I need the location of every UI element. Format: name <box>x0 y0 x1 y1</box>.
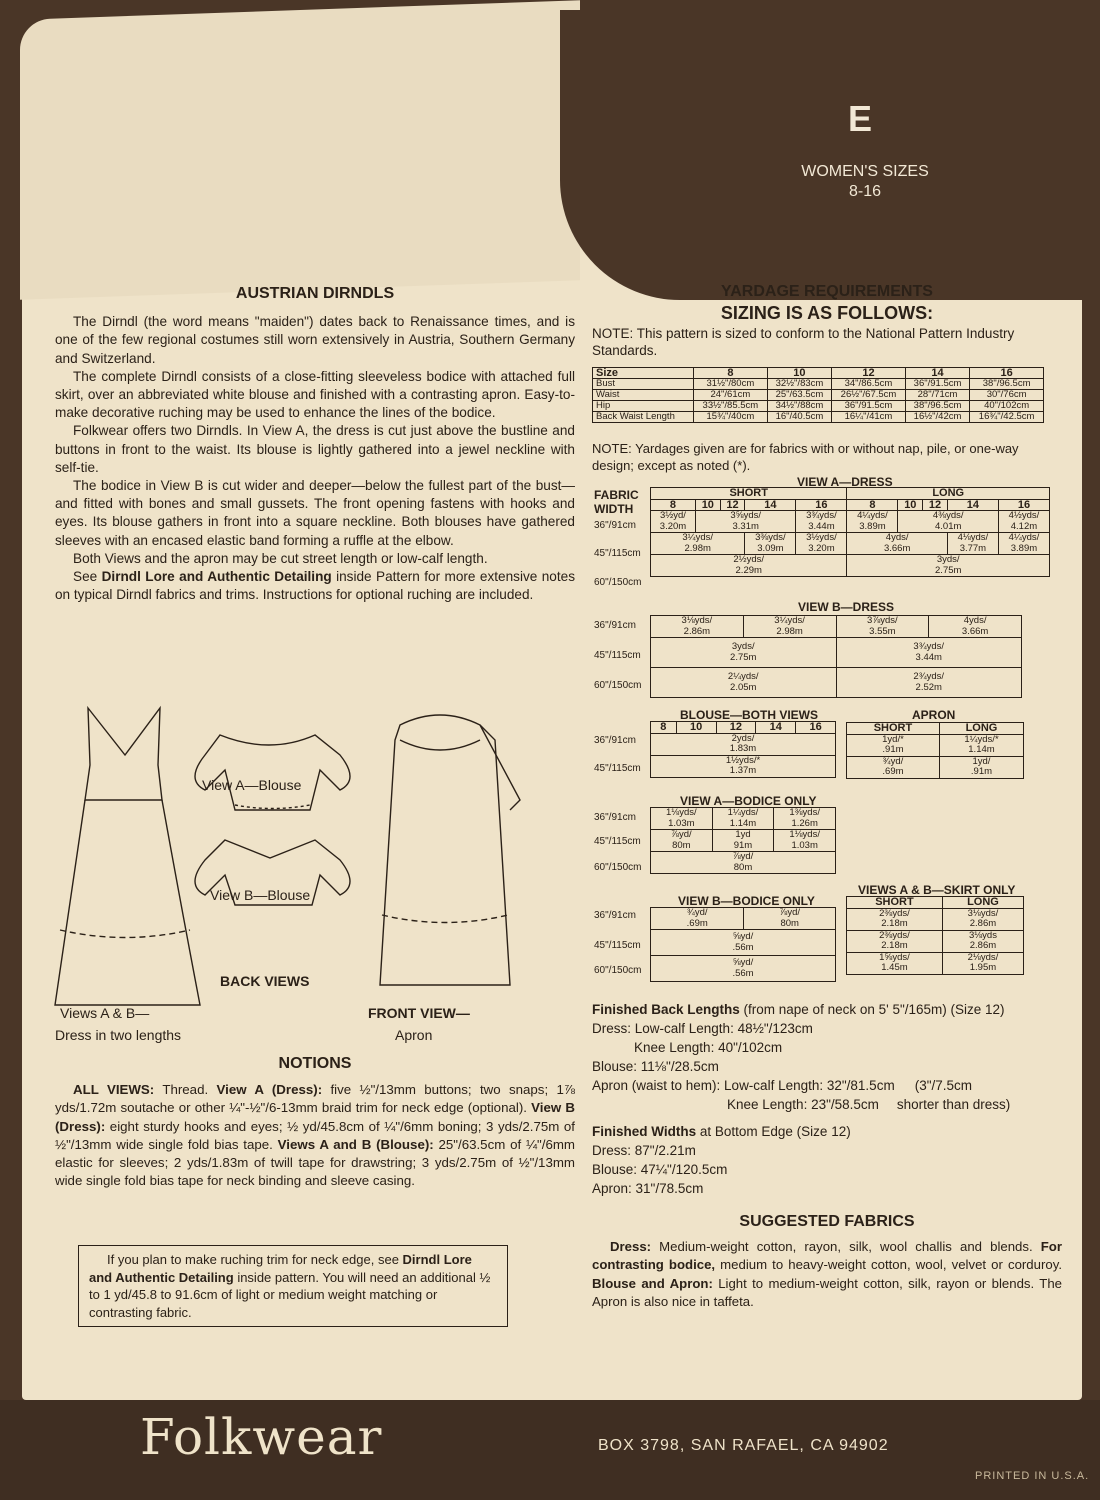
table-row: 2⅜yds/ 2.18m 3⅛yds 2.86m <box>847 930 1024 952</box>
suggested-fabrics-title: SUGGESTED FABRICS <box>739 1213 915 1230</box>
width-60: 60"/150cm <box>594 680 642 691</box>
ruching-note: If you plan to make ruching trim for neck edge, see Dirndl Lore and Authentic Detailing inside pattern. You will need an additional ½ to 1 yd/45.8 to 91.6cm of light or medium weight matching or contrasting fabric. <box>89 1252 491 1320</box>
intro-title: AUSTRIAN DIRNDLS <box>235 285 395 302</box>
dress-sketch-icon <box>40 700 580 1040</box>
view-a-bodice-title: VIEW A—BODICE ONLY <box>680 794 817 808</box>
table-row: Waist 24"/61cm 25"/63.5cm 26½"/67.5cm 28"/71cm 30"/76cm <box>593 390 1044 401</box>
width-45: 45"/115cm <box>594 650 641 661</box>
table-row: ⅝yd/ .56m <box>651 930 836 956</box>
width-45: 45"/115cm <box>594 548 641 559</box>
table-row: 3¼yds/ 2.98m 3⅜yds/ 3.09m 3½yds/ 3.20m 4yds/ 3.66m 4⅛yds/ 3.77m 4¼yds/ 3.89m <box>651 533 1050 555</box>
notions-title: NOTIONS <box>278 1055 352 1072</box>
intro-paragraph: Both Views and the apron may be cut street length or low-calf length. <box>73 550 488 566</box>
width-36: 36"/91cm <box>594 735 636 746</box>
brand-logo: Folkwear <box>140 1408 383 1466</box>
envelope-flap <box>20 0 580 300</box>
front-view-label: FRONT VIEW— <box>368 1005 470 1021</box>
garment-sketches <box>40 700 580 1040</box>
intro-paragraph: The bodice in View B is cut wider and deeper—below the fullest part of the bust—and fitted with bones and small gussets. The front opening fastens with hooks and eyes. Its blouse gathers in front into a square neckline. Both blouses have gathered sleeves with an encased elastic band forming a ruffle at the elbow. <box>55 478 575 548</box>
company-address: BOX 3798, SAN RAFAEL, CA 94902 <box>598 1437 889 1454</box>
size-range-label: WOMEN'S SIZES 8-16 <box>801 163 929 200</box>
width-45: 45"/115cm <box>594 763 641 774</box>
table-row: ⅞yd/ 80m <box>651 852 836 874</box>
table-row: Bust 31½"/80cm 32½"/83cm 34"/86.5cm 36"/91.5cm 38"/96.5cm <box>593 379 1044 390</box>
blouse-table: 8 10 12 14 16 2yds/ 1.83m 1½yds/* 1.37m <box>650 721 836 778</box>
intro-section <box>55 285 575 604</box>
table-row: ⅞yd/ 80m 1yd 91m 1⅛yds/ 1.03m <box>651 830 836 852</box>
skirt-table: SHORT LONG 2⅜yds/ 2.18m 3⅛yds/ 2.86m 2⅜yds/ 2.18m 3⅛yds 2.86m 1⅝yds/ 1.45m 2⅛yds/ 1.95m <box>846 896 1024 975</box>
views-ab-label: Views A & B— <box>60 1005 150 1021</box>
yardage-header <box>592 283 1062 359</box>
table-row: Hip 33½"/85.5cm 34½"/88cm 36"/91.5cm 38"/96.5cm 40"/102cm <box>593 401 1044 412</box>
intro-paragraph: The complete Dirndl consists of a close-fitting sleeveless bodice with attached full skirt, over an abbreviated white blouse and finished with a contrasting apron. Easy-to-make decorative ruching may be used to enhance the lines of the bodice. <box>55 368 575 421</box>
width-36: 36"/91cm <box>594 620 636 631</box>
view-b-dress-title: VIEW B—DRESS <box>798 600 895 614</box>
view-a-dress-table: SHORT LONG 8 10 12 14 16 8 10 12 14 16 3½yd/ 3.20m 3⅝yds/ 3.31m 3¾yds/ 3.44m 4¼yds/ 3.89m 4⅜yds/ 4.01m 4½yds/ 4.12m 3¼yds/ 2.98m 3⅜yds/ 3.09m 3½yds/ 3.20m 4yds/ 3.66m 4⅛yds/ 3.77m 4¼yds/ 3.89m 2½yds/ 2.29m 3yds/ 2.75m <box>650 487 1050 577</box>
table-row: 2yds/ 1.83m <box>651 733 836 755</box>
finished-measurements: Finished Back Lengths (from nape of neck on 5' 5"/165m) (Size 12) Dress: Low-calf Length: 48½"/123cm Knee Length: 40"/102cm Blouse: 11⅛"/28.5cm Apron (waist to hem): Low-calf Length: 32"/81.5cm (3"/7.5cm Knee Length: 23"/58.5cm shorter than dress) Finished Widths at Bottom Edge (Size 12) Dress: 87"/2.21m Blouse: 47¼"/120.5cm Apron: 31"/78.5cm <box>592 1002 1011 1196</box>
view-a-blouse-label: View A—Blouse <box>202 777 302 793</box>
table-row: 2½yds/ 2.29m 3yds/ 2.75m <box>651 555 1050 577</box>
table-row: ¾yd/ .69m 1yd/ .91m <box>847 756 1024 778</box>
yardage-title: YARDAGE REQUIREMENTS <box>721 283 933 300</box>
view-b-bodice-table <box>650 907 836 982</box>
table-row: 3yds/ 2.75m 3¾yds/ 3.44m <box>651 638 1022 668</box>
table-row: Back Waist Length 15¾"/40cm 16"/40.5cm 16¼"/41cm 16½"/42cm 16¾"/42.5cm <box>593 412 1044 423</box>
width-36: 36"/91cm <box>594 520 636 531</box>
intro-paragraph: See Dirndl Lore and Authentic Detailing inside Pattern for more extensive notes on typical Dirndl fabrics and trims. Instructions for optional ruching are included. <box>55 569 575 603</box>
table-row: 2¼yds/ 2.05m 2¾yds/ 2.52m <box>651 668 1022 698</box>
apron-title: APRON <box>912 708 956 722</box>
view-a-dress-title: VIEW A—DRESS <box>797 475 893 489</box>
table-row: 2⅜yds/ 2.18m 3⅛yds/ 2.86m <box>847 908 1024 930</box>
intro-paragraph: The Dirndl (the word means "maiden") dates back to Renaissance times, and is one of the few regional costumes still worn extensively in Austria, Southern Germany and Switzerland. <box>55 314 575 366</box>
width-60: 60"/150cm <box>594 577 642 588</box>
view-a-bodice-table <box>650 807 836 874</box>
yardage-note: NOTE: Yardages given are for fabrics with or without nap, pile, or one-way design; except as noted (*). <box>592 441 1019 473</box>
view-b-bodice-title: VIEW B—BODICE ONLY <box>678 894 815 908</box>
front-view-label-2: Apron <box>395 1027 433 1043</box>
table-row: ⅝yd/ .56m <box>651 956 836 982</box>
width-label: WIDTH <box>594 502 634 516</box>
table-row: 1⅝yds/ 1.45m 2⅛yds/ 1.95m <box>847 952 1024 974</box>
table-row: 3⅛yds/ 2.86m 3¼yds/ 2.98m 3⅞yds/ 3.55m 4yds/ 3.66m <box>651 616 1022 638</box>
view-b-dress-table <box>650 615 1022 698</box>
table-row: 3½yd/ 3.20m 3⅝yds/ 3.31m 3¾yds/ 3.44m 4¼yds/ 3.89m 4⅜yds/ 4.01m 4½yds/ 4.12m <box>651 511 1050 533</box>
view-b-blouse-label: View B—Blouse <box>210 887 311 903</box>
sizing-title: SIZING IS AS FOLLOWS: <box>720 303 934 323</box>
size-code: E <box>848 98 873 139</box>
blouse-title: BLOUSE—BOTH VIEWS <box>680 708 819 722</box>
fabric-label: FABRIC <box>594 488 639 502</box>
width-45: 45"/115cm <box>594 940 641 951</box>
width-36: 36"/91cm <box>594 910 636 921</box>
ruching-note-box <box>78 1245 508 1327</box>
table-row: ¾yd/ .69m ⅞yd/ 80m <box>651 908 836 930</box>
printed-in-label: PRINTED IN U.S.A. <box>975 1470 1090 1482</box>
width-60: 60"/150cm <box>594 862 642 873</box>
width-45: 45"/115cm <box>594 836 641 847</box>
intro-paragraph: Folkwear offers two Dirndls. In View A, the dress is cut just above the bustline and buttons in front to the waist. Its blouse is lightly gathered into a jewel neckline with self-tie. <box>55 423 575 475</box>
width-60: 60"/150cm <box>594 965 642 976</box>
width-36: 36"/91cm <box>594 812 636 823</box>
apron-table: SHORT LONG 1yd/* .91m 1¼yds/* 1.14m ¾yd/ .69m 1yd/ .91m <box>846 722 1024 779</box>
size-banner <box>560 10 1100 300</box>
table-row: 1½yds/* 1.37m <box>651 755 836 777</box>
views-ab-label-2: Dress in two lengths <box>55 1027 182 1043</box>
table-row: 1⅛yds/ 1.03m 1¼yds/ 1.14m 1⅜yds/ 1.26m <box>651 808 836 830</box>
notions-text: ALL VIEWS: Thread. View A (Dress): five ½"/13mm buttons; two snaps; 1⅞ yds/1.72m soutache or other ¼"-½"/6-13mm braid trim for neck edge (optional). View B (Dress): eight sturdy hooks and eyes; ½ yd/45.8cm of ¼"/6mm boning; 3 yds/2.75m of ½"/13mm wide single fold bias tape. Views A and B (Blouse): 25"/63.5cm of ¼"/6mm elastic for sleeves; 2 yds/1.83m of twill tape for drawstring; 3 yds/2.75m of ½"/13mm wide single fold bias tape for neck binding and sleeve casing. <box>55 1082 575 1189</box>
table-row: 1yd/* .91m 1¼yds/* 1.14m <box>847 734 1024 756</box>
sizing-note: NOTE: This pattern is sized to conform to the National Pattern Industry Standards. <box>592 326 1015 358</box>
back-views-label: BACK VIEWS <box>220 973 310 989</box>
notions-section <box>55 1055 575 1190</box>
suggested-fabrics: SUGGESTED FABRICS Dress: Medium-weight cotton, rayon, silk, wool challis and blends. For contrasting bodice, medium to heavy-weight cotton, wool, velvet or corduroy. Blouse and Apron: Light to medium-weight cotton, silk, rayon or blends. The Apron is also nice in taffeta. <box>592 1213 1063 1309</box>
size-table: Size 8 10 12 14 16 Bust 31½"/80cm 32½"/83cm 34"/86.5cm 36"/91.5cm 38"/96.5cm Waist 24"/61cm 25"/63.5cm 26½"/67.5cm 28"/71cm 30"/76cm Hip 33½"/85.5cm 34½"/88cm 36"/91.5cm 38"/96.5cm 40"/102cm Back Waist Length 15¾"/40cm 16"/40.5cm 16¼"/41cm 16½"/42cm 16¾"/42.5cm <box>592 367 1044 423</box>
skirt-title: VIEWS A & B—SKIRT ONLY <box>858 883 1016 897</box>
